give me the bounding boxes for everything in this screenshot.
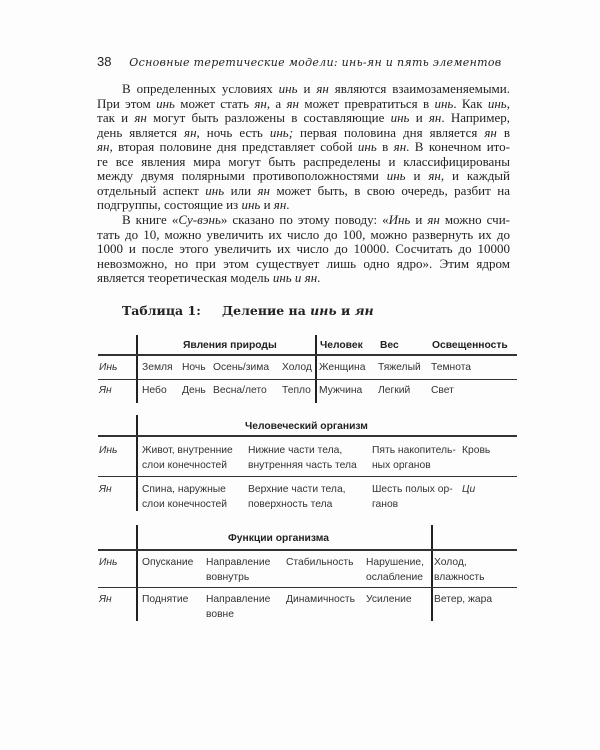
row-label-yang: Ян	[99, 385, 112, 396]
table-cell: Мужчина	[319, 385, 363, 396]
table-cell: День	[182, 385, 206, 396]
italic-term: инь	[357, 139, 377, 155]
text-run: .	[317, 270, 321, 286]
text-line	[97, 111, 510, 126]
table-cell: Тепло	[282, 385, 311, 396]
table-cell: Стабильность	[286, 557, 354, 568]
table-cell: Ветер, жара	[434, 594, 493, 605]
text-run: . В конечном ито-	[406, 139, 511, 155]
table-cell: Свет	[431, 385, 454, 396]
table-label: Таблица 1:	[122, 303, 201, 318]
table-cell: ганов	[372, 499, 399, 510]
italic-term: инь	[390, 110, 410, 126]
table-cell: Нижние части тела,	[248, 445, 343, 456]
table-cell: Шесть полых ор-	[372, 484, 453, 495]
text-run: может стать	[174, 95, 255, 111]
italic-term: ян	[484, 124, 497, 140]
table-cell: Холод,	[434, 557, 467, 568]
text-line	[97, 126, 510, 141]
table-cell: Женщина	[319, 362, 366, 373]
text-run: В книге «	[122, 211, 179, 227]
text-run: , ночь есть	[196, 124, 270, 140]
text-run: невозможно, но при этом существует лишь одно ядро». Этим ядром	[97, 255, 510, 271]
row-rule	[98, 476, 517, 477]
col-header: Функции организма	[228, 533, 329, 544]
text-line	[97, 184, 510, 199]
running-header	[97, 54, 501, 70]
text-run: , а	[266, 95, 287, 111]
col-header: Человек	[320, 340, 363, 351]
table-cell: Весна/лето	[213, 385, 267, 396]
text-run: и	[260, 197, 274, 213]
italic-term: ян	[428, 110, 442, 126]
italic-term: ян	[273, 197, 287, 213]
italic-term: ян	[97, 139, 110, 155]
text-line	[97, 198, 510, 213]
italic-term: ян	[134, 110, 147, 126]
table-cell: слои конечностей	[142, 460, 228, 471]
italic-term: ян	[184, 124, 197, 140]
row-rule	[98, 379, 517, 380]
italic-term: инь	[156, 95, 175, 111]
italic-term: инь	[241, 197, 261, 213]
table-cell: Спина, наружные	[142, 484, 226, 495]
table-cell: Небо	[142, 385, 167, 396]
row-rule	[98, 587, 517, 588]
text-run: в	[496, 124, 510, 140]
table-cell: Пять накопитель-	[372, 445, 456, 456]
italic-term: инь	[386, 168, 406, 184]
text-run: ге все явления мира могут быть распределены и классифицированы	[97, 153, 510, 169]
table-cell: Тяжелый	[378, 362, 421, 373]
table-cell: ных органов	[372, 460, 431, 471]
page-number: 38	[97, 54, 112, 69]
table-divider	[136, 415, 138, 511]
text-run: отдельный аспект	[97, 182, 206, 198]
text-run: можно счи-	[439, 211, 511, 227]
italic-term: инь и ян	[272, 270, 318, 286]
table-title-prefix: Деление на	[222, 303, 311, 318]
table-cell: Усиление	[366, 594, 412, 605]
table-cell: вовне	[206, 609, 234, 620]
col-header: Вес	[380, 340, 399, 351]
italic-term: ян	[428, 168, 441, 184]
text-run: так и	[97, 110, 135, 126]
text-run: ,	[506, 95, 510, 111]
text-line	[97, 257, 510, 272]
running-title: Основные теретические модели: инь-ян и пять элементов	[129, 56, 502, 69]
table-cell: вовнутрь	[206, 572, 250, 583]
text-run: и	[409, 110, 429, 126]
table-cell: Динамичность	[286, 594, 355, 605]
text-run: . Как	[453, 95, 488, 111]
italic-term: ян	[427, 211, 440, 227]
text-run: .	[286, 197, 290, 213]
text-run: и	[297, 81, 317, 96]
table-cell: Направление	[206, 594, 271, 605]
col-header: Человеческий организм	[245, 421, 368, 432]
text-run: » сказано по этому поводу: «	[220, 211, 389, 227]
text-run: может быть, в свою очередь, разбит на	[270, 182, 510, 198]
table-title-yin: инь	[310, 303, 337, 318]
table-cell: поверхность тела	[248, 499, 333, 510]
table-divider	[136, 335, 138, 403]
header-rule	[98, 354, 517, 356]
text-run: день является	[97, 124, 185, 140]
text-run: подгруппы, состоящие из	[97, 197, 242, 213]
row-label-yang: Ян	[99, 484, 112, 495]
row-label-yin: Инь	[99, 445, 118, 456]
table-cell: Поднятие	[142, 594, 189, 605]
header-rule	[98, 549, 517, 551]
italic-term: ян	[393, 139, 407, 155]
table-cell: ослабление	[366, 572, 423, 583]
table-cell: Верхние части тела,	[248, 484, 346, 495]
text-line	[97, 97, 510, 112]
col-header: Явления природы	[183, 340, 277, 351]
text-line	[97, 169, 510, 184]
italic-term: ян	[316, 81, 329, 96]
text-run: и	[410, 211, 428, 227]
row-label-yin: Инь	[99, 557, 118, 568]
text-line	[97, 242, 510, 257]
text-run: , и каждый	[440, 168, 510, 184]
text-run: и	[405, 168, 429, 184]
text-run: первая половина дня является	[293, 124, 485, 140]
text-line	[122, 82, 510, 97]
table-cell: Земля	[142, 362, 173, 373]
text-line	[122, 213, 510, 228]
text-run: При этом	[97, 95, 157, 111]
text-line	[97, 155, 510, 170]
italic-term: инь	[205, 182, 225, 198]
table-cell: Кровь	[462, 445, 491, 456]
text-run: могут быть разложены в составляющие	[146, 110, 391, 126]
text-run: между двумя полярными противоположностями	[97, 168, 387, 184]
text-run: в	[376, 139, 394, 155]
text-run: может превратиться в	[299, 95, 435, 111]
italic-term: Су-вэнь	[178, 211, 221, 227]
table-cell: Осень/зима	[213, 362, 270, 373]
table-divider	[431, 525, 433, 621]
text-run: , вторая половине дня представляет собой	[109, 139, 358, 155]
text-line	[97, 140, 510, 155]
table-divider	[136, 525, 138, 621]
table-cell: внутренняя часть тела	[248, 460, 357, 471]
table-cell: Легкий	[378, 385, 411, 396]
table-cell: Направление	[206, 557, 271, 568]
header-rule	[98, 435, 517, 437]
italic-term: ян	[286, 95, 300, 111]
italic-term: ян	[254, 95, 267, 111]
italic-term: Инь	[388, 211, 411, 227]
table-title-and: и	[336, 303, 355, 318]
table-cell: Темнота	[431, 362, 472, 373]
table-cell: Живот, внутренние	[142, 445, 233, 456]
row-label-yang: Ян	[99, 594, 112, 605]
italic-term: инь	[434, 95, 454, 111]
italic-term: ян	[257, 182, 270, 198]
text-run: или	[224, 182, 258, 198]
text-run: 1000 и после этого увеличить их число до 10000. Сосчитать до 10000	[97, 241, 510, 257]
row-label-yin: Инь	[99, 362, 118, 373]
text-run: В определенных условиях	[122, 81, 279, 96]
table-cell: Ци	[462, 484, 476, 495]
table-cell: Нарушение,	[366, 557, 424, 568]
table-divider	[315, 335, 317, 403]
table-cell: Холод	[282, 362, 312, 373]
italic-term: инь;	[269, 124, 294, 140]
text-run: является теоретическая модель	[97, 270, 273, 286]
table-title	[222, 303, 374, 319]
text-run: тать до 10, можно увеличить их число до 100, можно развернуть их до	[97, 226, 510, 242]
table-cell: Ночь	[182, 362, 206, 373]
italic-term: инь	[487, 95, 507, 111]
table-cell: слои конечностей	[142, 499, 228, 510]
table-cell: Опускание	[142, 557, 194, 568]
italic-term: инь	[278, 81, 298, 96]
col-header: Освещенность	[432, 340, 508, 351]
table-cell: влажность	[434, 572, 485, 583]
table-title-yang: ян	[354, 303, 374, 318]
text-run: являются взаимозаменяемыми.	[328, 81, 510, 96]
text-run: . Например,	[441, 110, 510, 126]
text-line	[97, 228, 510, 243]
text-line	[97, 271, 510, 286]
